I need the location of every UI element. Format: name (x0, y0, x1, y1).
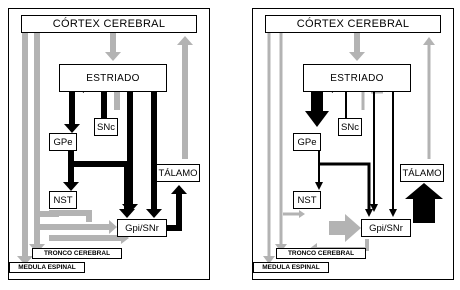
snc-box: SNc (338, 118, 362, 136)
medula-espinal-box: MEDULA ESPINAL (9, 262, 85, 273)
tronco-cerebral-box: TRONCO CEREBRAL (276, 248, 366, 259)
gpe-to-gpi-arrow (319, 164, 369, 209)
gpi-to-talamo-arrow (167, 194, 179, 228)
snc-to-estriado-arrow (333, 89, 346, 118)
gpi-to-talamo-arrow (405, 183, 443, 223)
cortex-cerebral-box: CÓRTEX CEREBRAL (21, 15, 197, 33)
snc-box: SNc (94, 118, 118, 136)
nst-gray-arrow (49, 213, 89, 222)
gpe-box: GPe (293, 133, 321, 151)
talamo-box: TÁLAMO (400, 164, 444, 182)
nst-box: NST (293, 191, 321, 209)
connection-arrows-left (9, 9, 209, 279)
gpe-to-gpi-arrow (71, 164, 127, 209)
estriado-box: ESTRIADO (303, 64, 411, 92)
estriado-to-gpe-arrow (305, 92, 329, 127)
gpi-snr-box: Gpi/SNr (361, 219, 411, 237)
gpe-box: GPe (49, 133, 77, 151)
talamo-box: TÁLAMO (156, 164, 200, 182)
gpi-snr-box: Gpi/SNr (117, 219, 167, 237)
connection-arrows-right (253, 9, 453, 279)
estriado-box: ESTRIADO (59, 64, 167, 92)
diagram-panel-right (252, 8, 454, 280)
medula-espinal-box: MEDULA ESPINAL (253, 262, 329, 273)
nst-box: NST (49, 191, 77, 209)
cortex-cerebral-box: CÓRTEX CEREBRAL (265, 15, 441, 33)
diagram-panel-left (8, 8, 210, 280)
inhibitory-pathways (319, 89, 393, 209)
nst-to-gpi-arrow (329, 214, 361, 242)
tronco-cerebral-box: TRONCO CEREBRAL (32, 248, 122, 259)
